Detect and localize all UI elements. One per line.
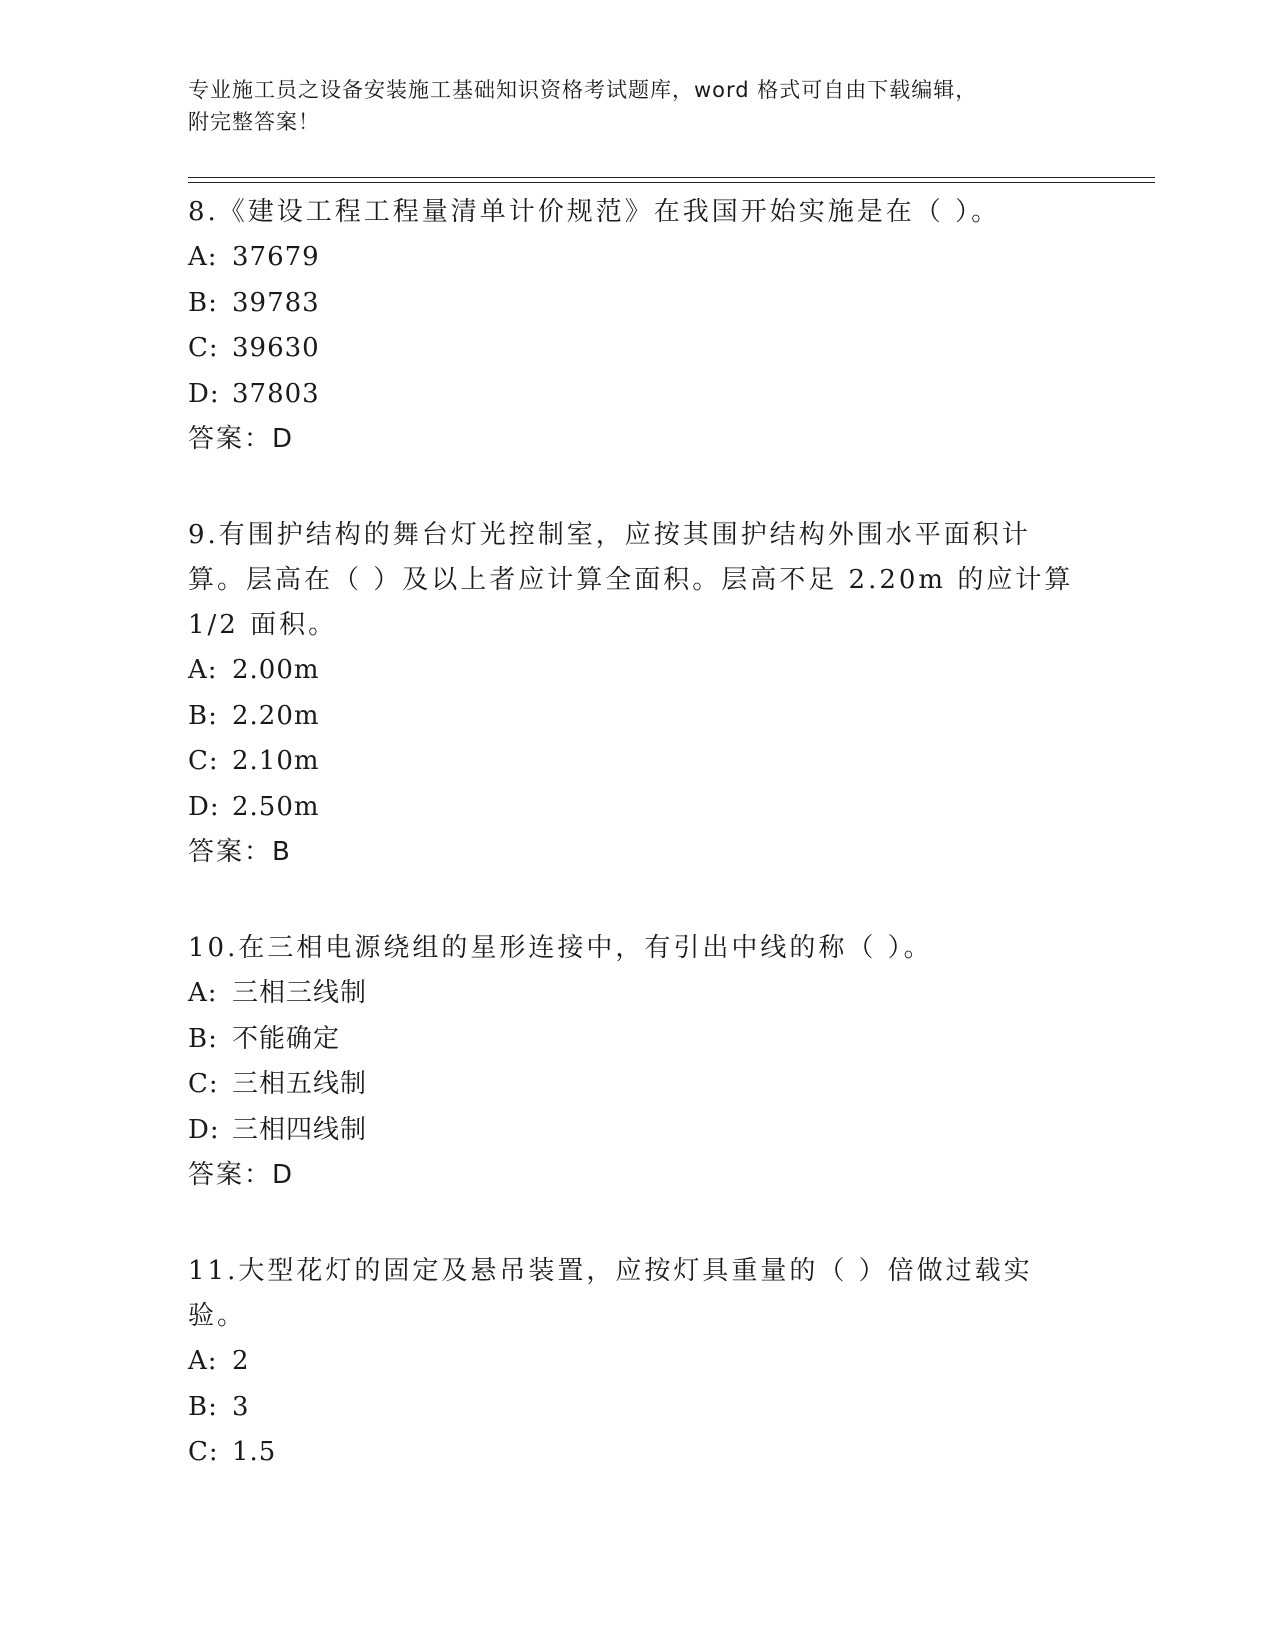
option-label: B: [188, 1391, 218, 1422]
option-b [188, 1385, 1088, 1431]
question-list [188, 190, 1088, 1526]
option-a [188, 235, 1088, 281]
option-label: B: [188, 1023, 218, 1054]
option-c [188, 1062, 1088, 1108]
question-10 [188, 926, 1088, 1199]
option-label: D: [188, 791, 220, 822]
option-text: 3 [232, 1391, 250, 1422]
option-text: 37679 [232, 242, 320, 272]
option-text: 1.5 [232, 1437, 277, 1468]
question-stem: 9.有围护结构的舞台灯光控制室，应按其围护结构外围水平面积计算。层高在（ ）及以上者应计算全面积。层高不足 2.20m 的应计算 1/2 面积。 [188, 519, 1074, 640]
option-text: 三相五线制 [232, 1069, 368, 1100]
option-label: A: [188, 977, 218, 1008]
header-divider-bottom [188, 182, 1155, 183]
option-label: B: [188, 700, 218, 731]
option-text: 三相四线制 [232, 1114, 368, 1145]
option-d [188, 372, 1088, 418]
question-stem: 8.《建设工程工程量清单计价规范》在我国开始实施是在（ ）。 [188, 197, 1001, 227]
option-label: A: [188, 242, 218, 272]
document-header [188, 74, 1088, 138]
answer: 答案：D [188, 424, 295, 455]
option-text: 39630 [232, 333, 320, 364]
option-text: 39783 [232, 287, 320, 318]
option-text: 2.50m [232, 791, 320, 822]
answer: 答案：B [188, 837, 292, 868]
option-d [188, 785, 1088, 831]
option-label: C: [188, 1069, 219, 1100]
option-text: 2.10m [232, 746, 320, 777]
option-text: 不能确定 [232, 1023, 341, 1054]
option-text: 三相三线制 [232, 977, 368, 1008]
header-line-1: 专业施工员之设备安装施工基础知识资格考试题库，word 格式可自由下载编辑， [188, 78, 978, 102]
option-label: B: [188, 287, 218, 318]
option-text: 2 [232, 1345, 250, 1376]
option-c [188, 739, 1088, 785]
option-a [188, 971, 1088, 1017]
option-d [188, 1108, 1088, 1154]
question-9 [188, 513, 1088, 876]
option-a [188, 1339, 1088, 1385]
option-label: A: [188, 1345, 218, 1376]
answer: 答案：D [188, 1160, 295, 1191]
option-text: 2.20m [232, 700, 320, 731]
option-c [188, 326, 1088, 372]
question-11 [188, 1249, 1088, 1476]
option-label: A: [188, 654, 218, 685]
option-label: C: [188, 333, 219, 364]
option-b [188, 1017, 1088, 1063]
option-a [188, 648, 1088, 694]
option-label: D: [188, 1114, 220, 1145]
option-text: 2.00m [232, 654, 320, 685]
option-label: C: [188, 746, 219, 777]
option-b [188, 694, 1088, 740]
question-8 [188, 190, 1088, 463]
header-line-2: 附完整答案！ [188, 110, 320, 134]
option-b [188, 281, 1088, 327]
option-text: 37803 [232, 378, 320, 409]
question-stem: 11.大型花灯的固定及悬吊装置，应按灯具重量的（ ）倍做过载实验。 [188, 1255, 1033, 1331]
question-stem: 10.在三相电源绕组的星形连接中，有引出中线的称（ ）。 [188, 932, 933, 963]
option-label: C: [188, 1437, 219, 1468]
option-label: D: [188, 378, 220, 409]
option-c [188, 1430, 1088, 1476]
header-divider-top [188, 177, 1155, 178]
